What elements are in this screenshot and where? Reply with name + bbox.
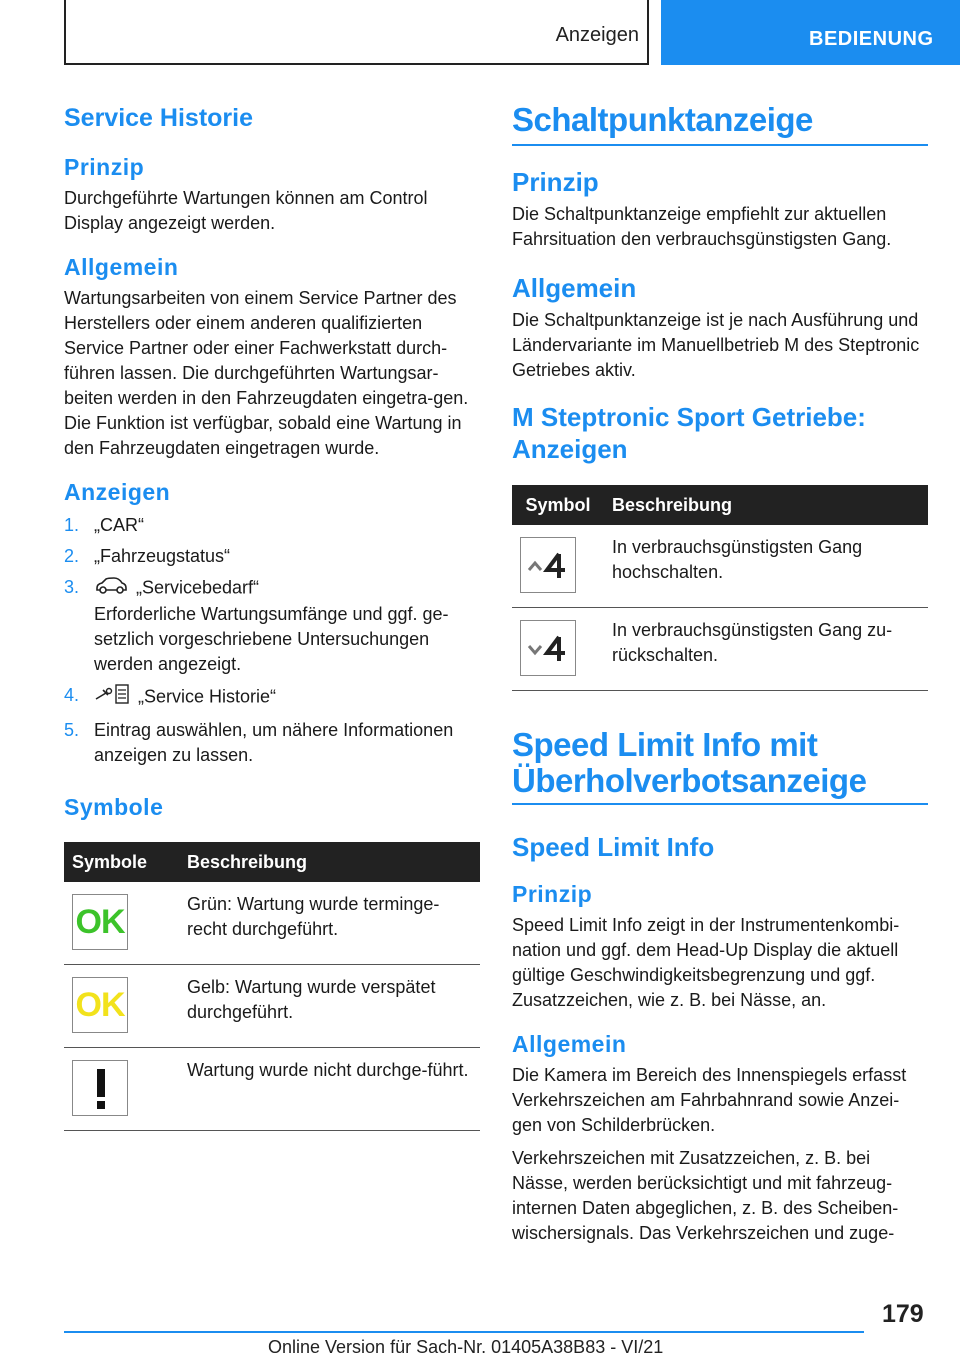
allgemein-text: Wartungsarbeiten von einem Service Partner des Herstellers oder einem anderen qualifizierten Service Partner oder einer Fachwerkstatt durch-führen lassen. Die durchgeführten Wartungsar-beiten werden in den Fahrzeugdaten eingetra-gen. Die Funktion ist verfügbar, sobald eine Wartung in den Fahrzeugdaten eingetragen wurde. [64, 288, 469, 458]
prinzip-text: Durchgeführte Wartungen können am Control Display angezeigt werden. [64, 188, 428, 233]
step-1: 1. „CAR“ [64, 515, 144, 535]
table-header-beschreibung: Beschreibung [179, 842, 480, 882]
shift-up-icon [520, 537, 576, 593]
symbole-heading: Symbole [64, 794, 164, 820]
gear-symbol-table [512, 485, 928, 691]
header-section-title: Anzeigen [555, 24, 639, 46]
service-history-icon [94, 683, 130, 712]
header-chapter-tab: BEDIENUNG [661, 0, 960, 65]
prinzip-heading: Prinzip [64, 154, 145, 180]
allgemein-text-right: Die Schaltpunktanzeige ist je nach Ausführung und Ländervariante im Manuellbetrieb M des Steptronic Getriebes aktiv. [512, 310, 920, 380]
sli-prinzip-text: Speed Limit Info zeigt in der Instrumentenkombi-nation und ggf. dem Head-Up Display die aktuell gültige Geschwindigkeitsbegrenzung und ggf. Zusatzzeichen, wie z. B. bei Nässe, an. [512, 915, 900, 1010]
table-row: OK Grün: Wartung wurde terminge-recht durchgeführt. [64, 882, 480, 965]
step-3-description: Erforderliche Wartungsumfänge und ggf. ge-setzlich vorgeschriebene Untersuchungen werden angezeigt. [94, 604, 449, 674]
table-row: Wartung wurde nicht durchge-führt. [64, 1048, 480, 1131]
table-header-symbol: Symbol [512, 485, 604, 525]
service-historie-heading: Service Historie [64, 104, 253, 132]
footer-text: Online Version für Sach-Nr. 01405A38B83 - VI/21 [268, 1337, 664, 1357]
sli-allgemein-heading: Allgemein [512, 1031, 627, 1057]
table-row: In verbrauchsgünstigsten Gang zu-rückschalten. [512, 608, 928, 691]
table-header-beschreibung-right: Beschreibung [604, 485, 928, 525]
table-header-symbole: Symbole [64, 842, 179, 882]
car-service-icon [94, 575, 128, 602]
step-3: 3. „Servicebedarf“ Erforderliche Wartungsumfänge und ggf. ge-setzlich vorgeschriebene Untersuchungen werden angezeigt. [64, 577, 449, 674]
step-2: 2. „Fahrzeugstatus“ [64, 546, 231, 566]
sli-allgemein-text-2: Verkehrszeichen mit Zusatzzeichen, z. B. bei Nässe, werden berücksichtigt und mit fahrzeug-internen Daten abgeglichen, z. B. des Scheiben-wischersignals. Das Verkehrszeichen und zuge- [512, 1148, 899, 1243]
header-left-box [64, 0, 649, 65]
sli-prinzip-heading: Prinzip [512, 881, 593, 907]
table-row: OK Gelb: Wartung wurde verspätet durchgeführt. [64, 965, 480, 1048]
schaltpunktanzeige-heading: Schaltpunktanzeige [512, 100, 928, 146]
step-5: 5. Eintrag auswählen, um nähere Informationen anzeigen zu lassen. [64, 720, 454, 765]
step-4: 4. „Service Historie“ [64, 683, 480, 712]
exclamation-icon [72, 1060, 128, 1116]
anzeigen-heading: Anzeigen [64, 479, 171, 505]
ok-green-icon: OK [72, 894, 128, 950]
steps-list [64, 513, 480, 768]
left-column [64, 100, 480, 1131]
speed-limit-info-heading: Speed Limit Info [512, 832, 715, 862]
prinzip-text-right: Die Schaltpunktanzeige empfiehlt zur aktuellen Fahrsituation den verbrauchsgünstigsten Gang. [512, 204, 892, 249]
speed-limit-heading: Speed Limit Info mit Überholverbotsanzeige [512, 727, 928, 805]
shift-down-icon [520, 620, 576, 676]
page-number: 179 [882, 1300, 924, 1328]
table-row: In verbrauchsgünstigsten Gang hochschalten. [512, 525, 928, 608]
sli-allgemein-text-1: Die Kamera im Bereich des Innenspiegels erfasst Verkehrszeichen am Fahrbahnrand sowie Anzei-gen von Schilderbrücken. [512, 1065, 907, 1135]
m-steptronic-heading: M Steptronic Sport Getriebe: Anzeigen [512, 402, 866, 464]
ok-yellow-icon: OK [72, 977, 128, 1033]
allgemein-heading-right: Allgemein [512, 273, 637, 303]
footer-divider [64, 1331, 864, 1333]
allgemein-heading: Allgemein [64, 254, 179, 280]
symbole-table [64, 842, 480, 1131]
right-column [512, 100, 928, 1246]
prinzip-heading-right: Prinzip [512, 167, 599, 197]
